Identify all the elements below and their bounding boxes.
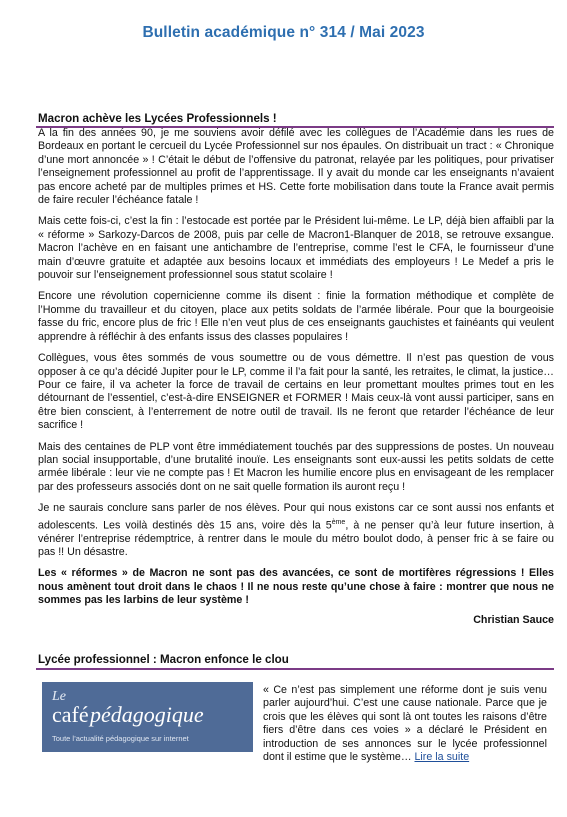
paragraph-text: Je ne saurais conclure sans parler de nos élèves. Pour qui nous existons car ce sont aussi nos enfants et adolescents. Les voilà destinés dès 15 ans, voire dès la 5: [38, 502, 554, 532]
logo-text: Le: [52, 689, 66, 704]
paragraph-text: , à ne penser qu’à leur future insertion, à vénérer l’entreprise rédemptrice, à rentrer dans le moule du métro boulot dodo, à penser fric à se faire ou pas !! Un désastre.: [38, 519, 554, 558]
article-author: Christian Sauce: [473, 613, 554, 626]
logo-tagline: Toute l’actualité pédagogique sur internet: [52, 734, 189, 743]
article-conclusion: Les « réformes » de Macron ne sont pas des avancées, ce sont de mortifères régressions ! Elles nous amènent tout droit dans le chaos ! Il ne nous reste qu’une chose à faire : montrer que nous ne sommes pas les larbins de leur système !: [38, 567, 554, 607]
logo-text: pédagogique: [90, 702, 204, 727]
cafe-pedagogique-logo[interactable]: [42, 682, 253, 752]
logo-text: café: [52, 702, 89, 727]
article-paragraph: A la fin des années 90, je me souviens avoir défilé avec les collègues de l’Académie dans les rues de Bordeaux en portant le cercueil du Lycée Professionnel sur nos épaules. On distribuait un tract : « Chronique d’une mort annoncée » ! C’était le début de l’offensive du patronat, relayée par les politiques, pour privatiser l’enseignement professionnel au profit de l’apprentissage. Il y avait du monde car les enseignants n’avaient pas encore acheté par de multiples primes et HS. Cette forte mobilisation dans toute la France avait permis de faire reculer l’échéance fatale !: [38, 127, 554, 207]
bulletin-title: Bulletin académique n° 314 / Mai 2023: [142, 24, 425, 41]
article-body: [38, 127, 554, 627]
article-heading: Macron achève les Lycées Professionnels !: [38, 112, 277, 125]
teaser-text: « Ce n’est pas simplement une réforme dont je suis venu parler aujourd’hui. C’est une cause nationale. Parce que je crois que les élèves qui sont là ont toutes les raisons d’être fiers d’être dans ces voies » a déclaré le Président en introduction de ses annonces sur le lycée professionnel dont il estime que le système…: [263, 684, 547, 764]
read-more-link[interactable]: Lire la suite: [414, 751, 470, 764]
article-paragraph: Mais cette fois-ci, c’est la fin : l’estocade est portée par le Président lui-même. Le LP, déjà bien affaibli par la « réforme » Sarkozy-Darcos de 2008, puis par celle de Macron1-Blanquer de 2018, se retrouve exsangue. Macron l’achève en en faisant une antichambre de l’entreprise, comme l’est le CFA, le fournisseur d’une main d’œuvre gratuite et adaptée aux besoins locaux et immédiats des employeurs ! Le Medef a pris le pouvoir sur l’enseignement professionnel sous statut scolaire !: [38, 215, 554, 282]
article-heading-2: Lycée professionnel : Macron enfonce le clou: [38, 653, 289, 666]
article-paragraph: [38, 502, 554, 559]
section-divider: [36, 668, 554, 670]
article-paragraph: Collègues, vous êtes sommés de vous soumettre ou de vous démettre. Il n’est pas question de vous opposer à ce qu’a décidé Jupiter pour le LP, comme il l’a fait pour la santé, les retraites, le climat, la justice…Pour ce faire, il va acheter la force de travail de certains en leur promettant moultes primes tout en les détournant de l’essentiel, c’est-à-dire ENSEIGNER et FORMER ! Mais ceux-là vont aussi participer, sans en être bien conscient, à l’enterrement de notre outil de travail. Ils ne feront que retarder l’échéance de leur sacrifice !: [38, 352, 554, 432]
superscript: ème: [331, 518, 346, 526]
article-teaser: [263, 684, 547, 764]
article-paragraph: Mais des centaines de PLP vont être immédiatement touchés par des suppressions de postes. Un nouveau plan social insupportable, d’une brutalité inouïe. Les enseignants sont eux-aussi les petits soldats de cette armée libérale : leur vie ne compte pas ! Et Macron les humilie encore plus en envisageant de les remplacer par des professeurs associés dont on ne sait quelle formation ils auront reçu !: [38, 440, 554, 493]
article-paragraph: Encore une révolution copernicienne comme ils disent : finie la formation méthodique et complète de l’Homme du travailleur et du citoyen, place aux petits soldats de l’armée libérale. Pour que la bourgeoisie fasse du fric, encore plus de fric ! Elle n’en veut plus de ces enseignants gauchistes et fainéants qui veulent apprendre à réfléchir à des enfants issus des classes populaires !: [38, 290, 554, 343]
